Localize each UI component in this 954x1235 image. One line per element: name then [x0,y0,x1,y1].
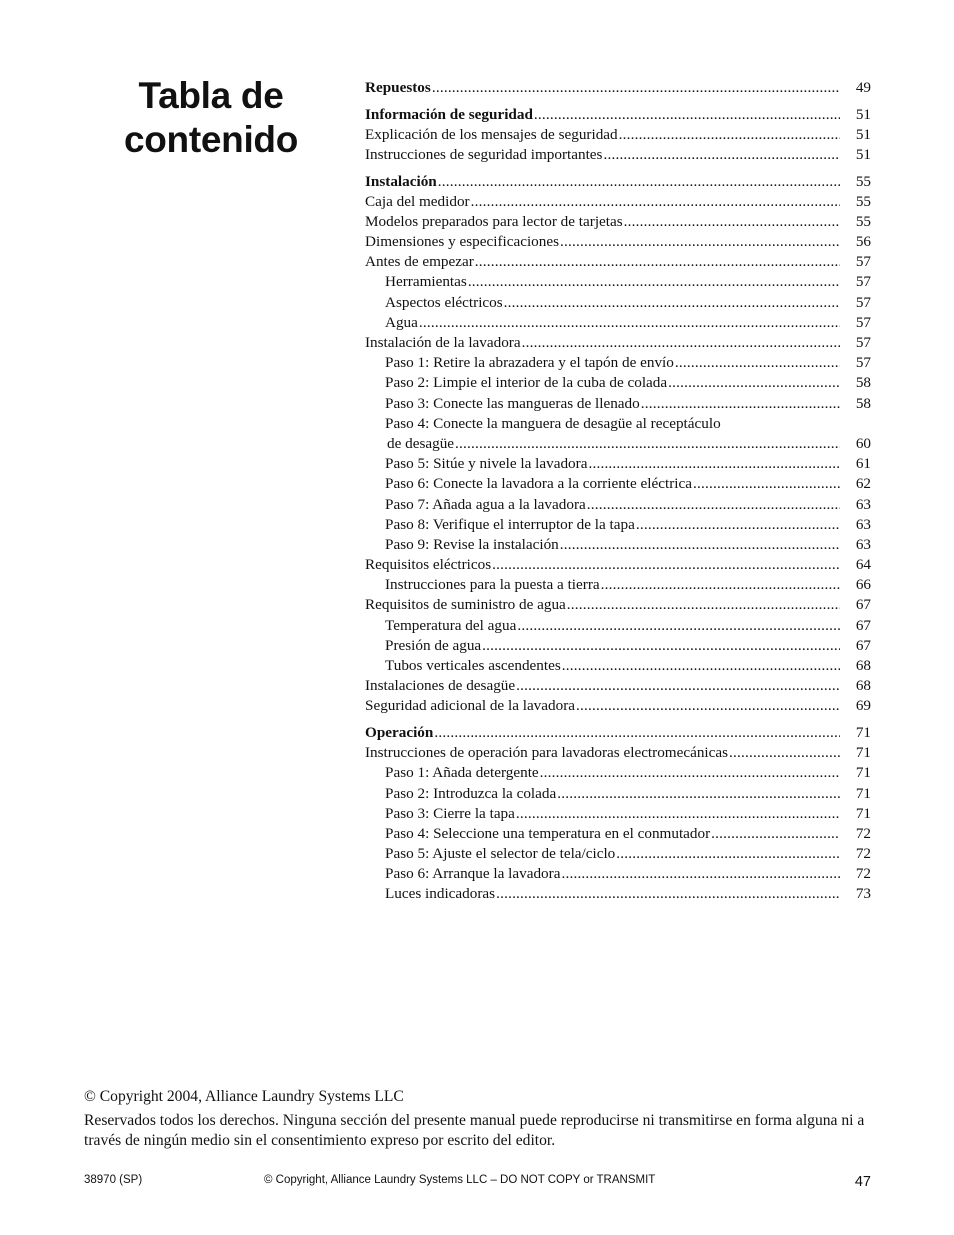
dot-leader [471,192,840,212]
toc-entry[interactable] [365,616,871,636]
toc-entry[interactable] [365,212,871,232]
toc-entry[interactable] [365,454,871,474]
toc-entry[interactable] [365,723,871,743]
dot-leader [534,105,840,125]
toc-entry-page: 57 [855,273,871,291]
toc-entry-label: de desagüe [387,434,455,452]
toc-entry-label: Requisitos eléctricos [365,556,492,574]
toc-entry-label: Paso 1: Añada detergente [385,764,539,782]
toc-entry-label: Instalación de la lavadora [365,334,521,352]
toc-entry-page: 57 [855,354,871,372]
toc-entry[interactable] [365,515,871,535]
dot-leader [516,676,840,696]
toc-entry-page: 67 [855,616,871,634]
toc-entry-label: Luces indicadoras [385,885,496,903]
dot-leader [434,723,840,743]
toc-entry-label: Paso 4: Seleccione una temperatura en el conmutador [385,824,711,842]
toc-entry-page: 68 [855,657,871,675]
toc-entry[interactable] [365,884,871,904]
toc-entry-label: Operación [365,723,434,741]
toc-entry-page: 67 [855,636,871,654]
toc-entry-label: Paso 3: Cierre la tapa [385,804,515,822]
toc-entry-label: Paso 8: Verifique el interruptor de la tapa [385,515,635,533]
toc-entry-page: 71 [855,784,871,802]
dot-leader [557,784,840,804]
toc-entry-page: 51 [855,125,871,143]
toc-entry[interactable] [365,743,871,763]
dot-leader [616,844,840,864]
toc-entry-label: Instrucciones para la puesta a tierra [385,576,600,594]
table-of-contents [365,78,871,905]
toc-entry-page: 67 [855,596,871,614]
toc-entry-page: 63 [855,495,871,513]
dot-leader [636,515,840,535]
toc-entry[interactable] [365,763,871,783]
toc-entry[interactable] [365,575,871,595]
toc-entry-page: 55 [855,212,871,230]
toc-entry-page: 71 [855,804,871,822]
page-number: 47 [854,1174,871,1190]
toc-entry-page: 57 [855,293,871,311]
toc-entry-page: 51 [855,145,871,163]
dot-leader [588,454,840,474]
toc-entry[interactable] [365,313,871,333]
toc-entry[interactable] [365,535,871,555]
copyright-block [84,1087,874,1152]
dot-leader [432,78,840,98]
toc-entry[interactable] [365,105,871,125]
toc-entry-page: 58 [855,394,871,412]
toc-entry-label: Paso 9: Revise la instalación [385,535,559,553]
toc-entry[interactable] [365,636,871,656]
dot-leader [668,373,840,393]
toc-entry[interactable] [365,125,871,145]
toc-entry-label: Instalaciones de desagüe [365,677,516,695]
toc-entry-label: Paso 7: Añada agua a la lavadora [385,495,586,513]
toc-entry-page: 55 [855,192,871,210]
toc-entry[interactable] [365,78,871,98]
toc-entry-page: 68 [855,677,871,695]
dot-leader [504,293,840,313]
toc-entry[interactable] [365,864,871,884]
toc-entry-page: 66 [855,576,871,594]
toc-entry-label: Explicación de los mensajes de seguridad [365,125,618,143]
dot-leader [516,804,840,824]
dot-leader [675,353,840,373]
toc-entry-page: 57 [855,334,871,352]
toc-entry-page: 72 [855,824,871,842]
dot-leader [517,616,840,636]
dot-leader [603,145,840,165]
dot-leader [419,313,840,333]
toc-entry[interactable] [365,844,871,864]
page-title [96,74,326,162]
toc-entry[interactable] [365,145,871,165]
toc-entry-label: Paso 1: Retire la abrazadera y el tapón de envío [385,354,674,372]
toc-entry-label: Repuestos [365,79,431,96]
toc-entry[interactable] [365,804,871,824]
dot-leader [567,595,840,615]
toc-entry-page: 57 [855,253,871,271]
dot-leader [540,763,840,783]
dot-leader [711,824,840,844]
toc-entry-label: Paso 5: Sitúe y nivele la lavadora [385,455,588,473]
toc-entry-page: 49 [855,79,871,96]
dot-leader [619,125,840,145]
toc-entry-page: 57 [855,313,871,331]
dot-leader [522,333,840,353]
toc-entry[interactable] [365,252,871,272]
toc-entry-page: 60 [855,434,871,452]
dot-leader [560,232,840,252]
toc-entry-label: Aspectos eléctricos [385,293,503,311]
toc-entry-label: Instrucciones de operación para lavadoras electromecánicas [365,744,729,762]
toc-entry-page: 71 [855,764,871,782]
toc-entry-label: Agua [385,313,418,331]
toc-entry[interactable] [365,824,871,844]
toc-entry-label: Paso 6: Arranque la lavadora [385,865,561,883]
toc-entry[interactable] [365,474,871,494]
dot-leader [492,555,840,575]
toc-entry[interactable] [365,353,871,373]
toc-entry-label: Herramientas [385,273,467,291]
toc-entry-label: Paso 4: Conecte la manguera de desagüe al receptáculo [385,414,721,432]
dot-leader [693,474,840,494]
dot-leader [576,696,840,716]
page-title-line2: contenido [123,119,299,160]
copyright-line: © Copyright 2004, Alliance Laundry Systems LLC [84,1088,404,1105]
toc-entry-page: 62 [855,475,871,493]
dot-leader [482,636,840,656]
toc-entry-page: 71 [855,744,871,762]
dot-leader [455,434,840,454]
toc-entry-label: Caja del medidor [365,192,470,210]
dot-leader [729,743,840,763]
toc-entry-label: Temperatura del agua [385,616,517,634]
toc-entry-page: 71 [855,723,871,741]
dot-leader [475,252,840,272]
toc-entry[interactable] [365,172,871,192]
dot-leader [560,535,840,555]
toc-entry[interactable] [365,595,871,615]
toc-entry[interactable] [365,232,871,252]
toc-entry[interactable] [365,696,871,716]
toc-entry-label: Información de seguridad [365,105,533,123]
toc-entry-page: 72 [855,845,871,863]
toc-entry[interactable] [365,373,871,393]
toc-entry[interactable] [365,272,871,292]
dot-leader [562,656,840,676]
dot-leader [438,172,840,192]
dot-leader [468,272,840,292]
dot-leader [561,864,840,884]
toc-entry[interactable] [365,676,871,696]
toc-entry-label: Modelos preparados para lector de tarjetas [365,212,623,230]
footer-notice: © Copyright, Alliance Laundry Systems LLC – DO NOT COPY or TRANSMIT [264,1174,656,1186]
toc-entry-page: 56 [855,233,871,251]
toc-entry-page: 73 [855,885,871,903]
toc-entry[interactable] [365,784,871,804]
toc-entry-page: 61 [855,455,871,473]
toc-entry[interactable] [365,656,871,676]
toc-entry[interactable] [365,394,871,414]
document-number: 38970 (SP) [84,1174,143,1186]
toc-entry-label: Requisitos de suministro de agua [365,596,566,614]
dot-leader [601,575,840,595]
dot-leader [496,884,840,904]
toc-entry-page: 58 [855,374,871,392]
toc-entry[interactable] [365,192,871,212]
toc-entry-label: Presión de agua [385,636,482,654]
page-title-line1: Tabla de [138,75,284,116]
toc-entry-label: Paso 2: Limpie el interior de la cuba de colada [385,374,668,392]
toc-entry[interactable] [365,333,871,353]
toc-entry-page: 64 [855,556,871,574]
toc-entry[interactable] [365,495,871,515]
toc-entry-page: 55 [855,172,871,190]
toc-entry-label: Instalación [365,172,437,190]
toc-entry-label: Seguridad adicional de la lavadora [365,697,576,715]
toc-entry[interactable] [365,414,871,434]
toc-entry-label: Tubos verticales ascendentes [385,657,561,675]
toc-entry[interactable] [365,434,871,454]
toc-entry-label: Paso 6: Conecte la lavadora a la corriente eléctrica [385,475,692,493]
dot-leader [587,495,840,515]
dot-leader [641,394,840,414]
toc-entry[interactable] [365,293,871,313]
toc-entry-page: 69 [855,697,871,715]
dot-leader [624,212,840,232]
toc-entry-label: Paso 5: Ajuste el selector de tela/ciclo [385,845,616,863]
toc-entry-label: Paso 3: Conecte las mangueras de llenado [385,394,640,412]
toc-entry-label: Antes de empezar [365,253,474,271]
toc-entry-label: Paso 2: Introduzca la colada [385,784,557,802]
toc-entry-label: Instrucciones de seguridad importantes [365,145,603,163]
toc-entry-page: 63 [855,535,871,553]
toc-entry-page: 63 [855,515,871,533]
page-footer [84,1174,871,1194]
toc-entry-label: Dimensiones y especificaciones [365,233,559,251]
toc-entry-page: 51 [855,105,871,123]
rights-statement: Reservados todos los derechos. Ninguna sección del presente manual puede reproducirse ni transmitirse en forma alguna ni a través de ningún medio sin el consentimiento expreso por escrito del editor. [84,1111,865,1149]
toc-entry[interactable] [365,555,871,575]
toc-entry-page: 72 [855,865,871,883]
